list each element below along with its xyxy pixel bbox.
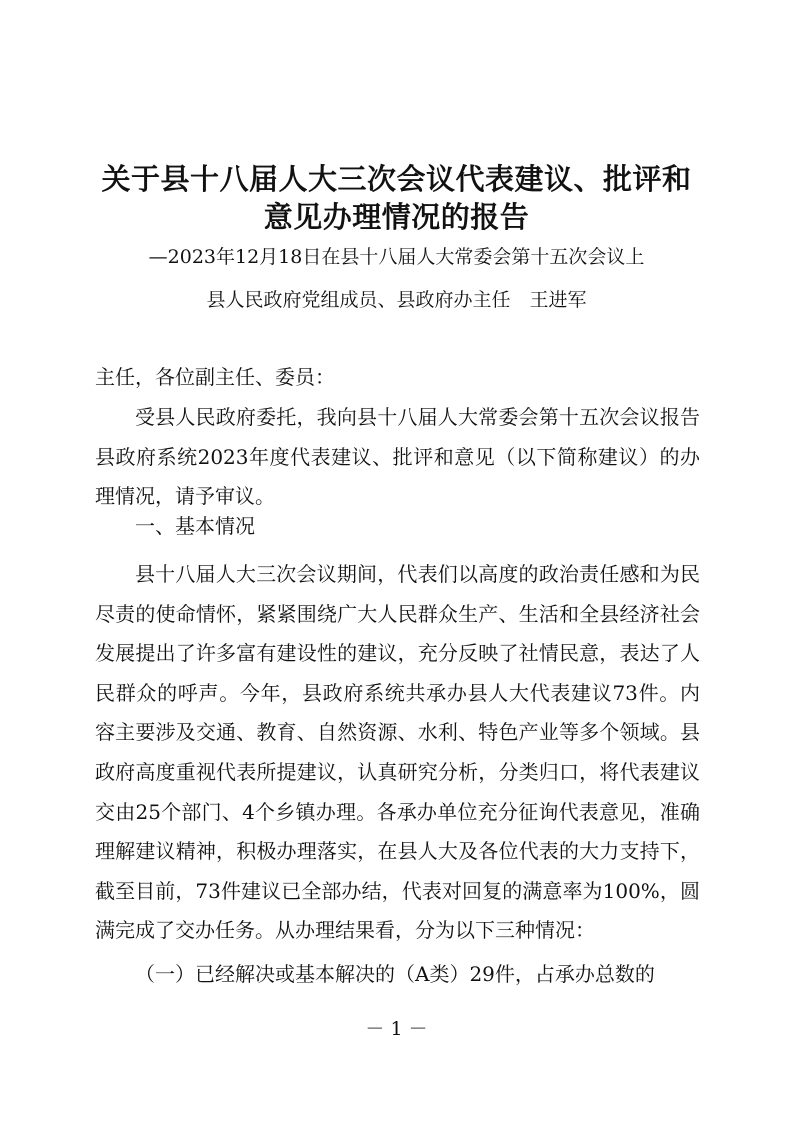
page-number: － 1 － (365, 1018, 428, 1040)
document-subtitle-date: —2023年12月18日在县十八届人大常委会第十五次会议上 (148, 246, 645, 268)
document-title-line-2: 意见办理情况的报告 (263, 200, 530, 234)
document-title-line-1: 关于县十八届人大三次会议代表建议、批评和 (101, 162, 692, 196)
section-heading-basic-situation: 一、基本情况 (135, 514, 255, 538)
subsection-a-paragraph: （一）已经解决或基本解决的（A类）29件，占承办总数的 (135, 962, 655, 986)
section-body-paragraph: 县十八届人大三次会议期间，代表们以高度的政治责任感和为民尽责的使命情怀，紧紧围绕广大人民群众生产、生活和全县经济社会发展提出了许多富有建设性的建议，充分反映了社情民意，表达了人民群众的呼声。今年，县政府系统共承办县人大代表建议73件。内容主要涉及交通、教育、自然资源、水利、特色产业等多个领域。县政府高度重视代表所提建议，认真研究分析，分类归口，将代表建议交由25个部门、4个乡镇办理。各承办单位充分征询代表意见，准确理解建议精神，积极办理落实，在县人大及各位代表的大力支持下，截至目前，73件建议已全部办结，代表对回复的满意率为100%，圆满完成了交办任务。从办理结果看，分为以下三种情况： (95, 562, 700, 943)
document-subtitle-author: 县人民政府党组成员、县政府办主任 王进军 (206, 289, 587, 311)
salutation: 主任，各位副主任、委员： (95, 365, 335, 389)
intro-paragraph: 受县人民政府委托，我向县十八届人大常委会第十五次会议报告县政府系统2023年度代表建议、批评和意见（以下简称建议）的办理情况，请予审议。 (95, 405, 700, 509)
